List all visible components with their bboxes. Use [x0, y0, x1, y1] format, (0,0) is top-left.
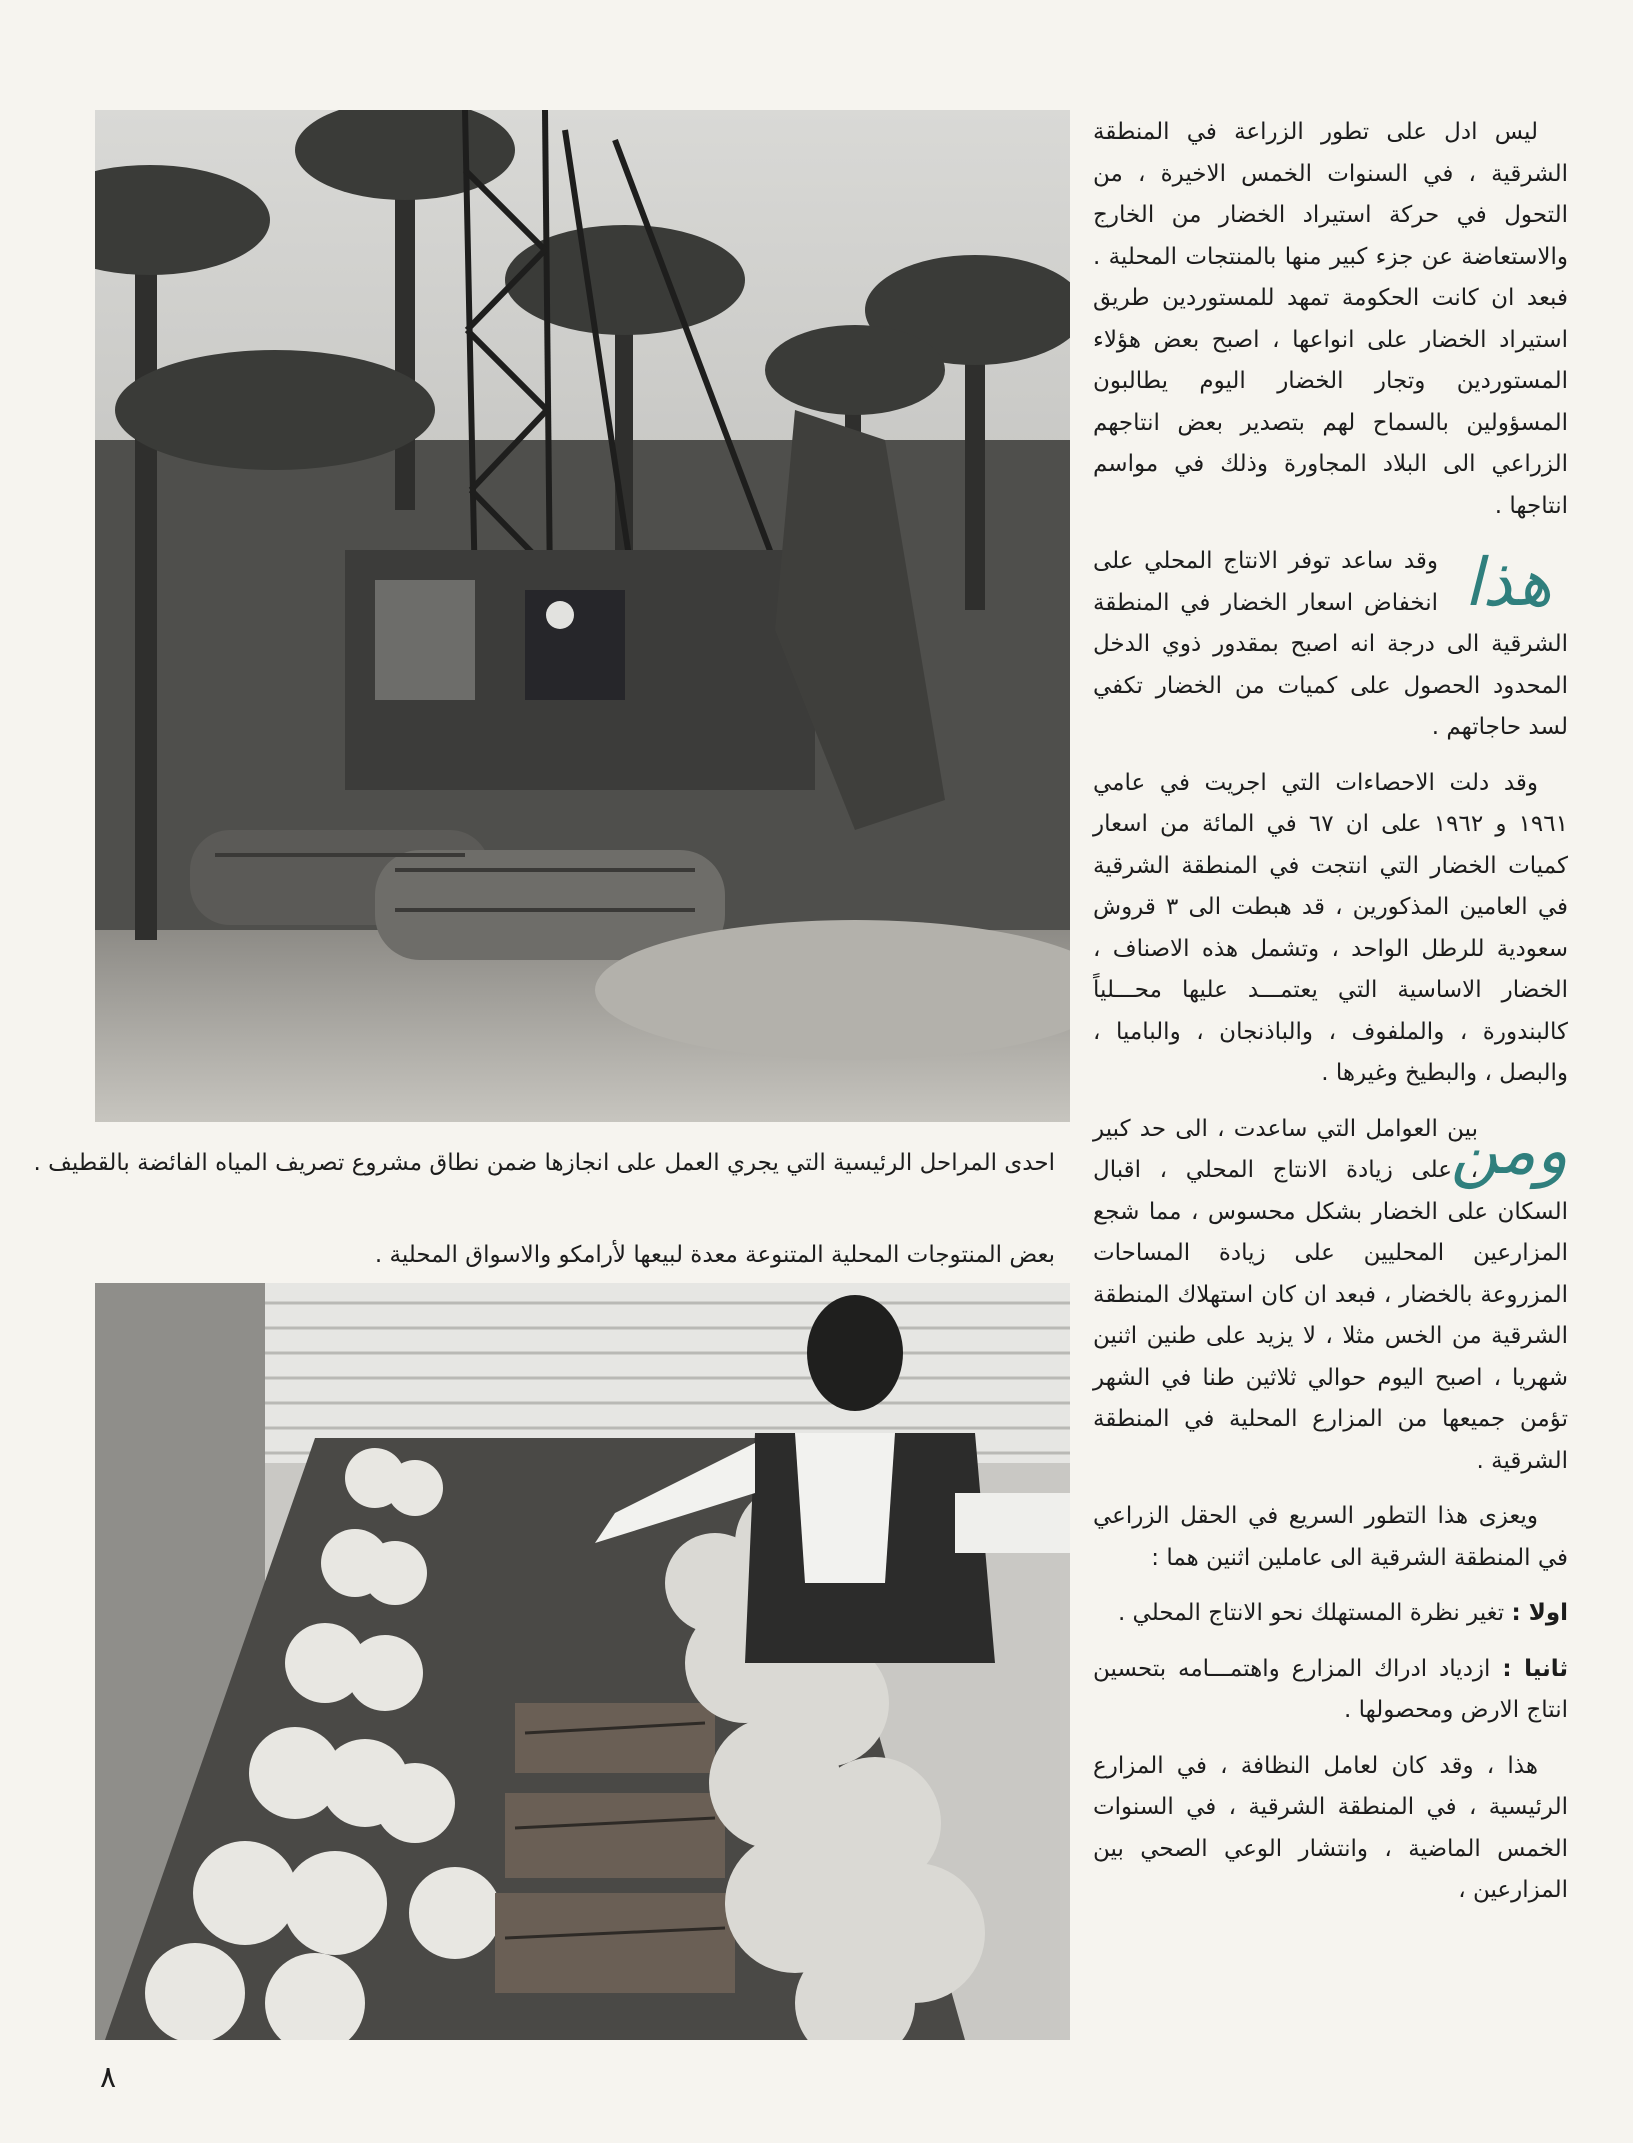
photo-excavator — [95, 110, 1070, 1122]
article-paragraph-3: وقد دلت الاحصاءات التي اجريت في عامي ١٩٦١ و ١٩٦٢ على ان ٦٧ في المائة من اسعار كميات الخضار التي انتجت في المنطقة الشرقية في العامين المذكورين ، قد هبطت الى ٣ قروش سعودية للرطل الواحد ، وتشمل هذه الاصناف ، الخضار الاساسية التي يعتمـــد عليها محـــلياً كالبندورة ، والملفوف ، والباذنجان ، والباميا ، والبصل ، والبطيخ وغيرها . — [1093, 769, 1568, 1086]
point-one-text: تغير نظرة المستهلك نحو الانتاج المحلي . — [1117, 1600, 1505, 1626]
article-paragraph-1: ليس ادل على تطور الزراعة في المنطقة الشرقية ، في السنوات الخمس الاخيرة ، من التحول في حركة استيراد الخضار من الخارج والاستعاضة عن جزء كبير منها بالمنتجات المحلية . فبعد ان كانت الحكومة تمهد للمستوردين طريق استيراد الخضار على انواعها ، اصبح بعض هؤلاء المستوردين وتجار الخضار اليوم يطالبون المسؤولين بالسماح لهم بتصدير بعض انتاجهم الزراعي الى البلاد المجاورة وذلك في مواسم انتاجها . — [1093, 119, 1568, 519]
paragraph-4-text: بين العوامل التي ساعدت ، الى حد كبير ، على زيادة الانتاج المحلي ، اقبال السكان على الخضار بشكل محسوس ، مما شجع المزارعين المحليين على زيادة المساحات المزروعة بالخضار ، فبعد ان كان استهلاك المنطقة الشرقية من الخس مثلا ، لا يزيد على طنين اثنين شهريا ، اصبح اليوم حوالي ثلاثين طنا في الشهر تؤمن جميعها من المزارع المحلية في المنطقة الشرقية . — [1093, 1115, 1568, 1474]
dropcap-hatha: هذا — [1464, 544, 1552, 621]
caption-excavator: احدى المراحل الرئيسية التي يجري العمل على انجازها ضمن نطاق مشروع تصريف المياه الفائضة بالقطيف . — [33, 1150, 1055, 1176]
article-paragraph-4 — [1093, 1109, 1568, 1483]
point-two-label: ثانيا : — [1502, 1655, 1569, 1682]
article-column — [1093, 112, 1568, 2042]
page-number: ٨ — [100, 2060, 117, 2095]
paragraph-2-text: وقد ساعد توفر الانتاج المحلي على انخفاض اسعار الخضار في المنطقة الشرقية الى درجة انه اصبح بمقدور ذوي الدخل المحدود الحصول على كميات من الخضار تكفي لسد حاجاتهم . — [1093, 548, 1568, 740]
article-paragraph-2 — [1093, 541, 1568, 749]
article-paragraph-8: هذا ، وقد كان لعامل النظافة ، في المزارع الرئيسية ، في المنطقة الشرقية ، في السنوات الخمس الماضية ، وانتشار الوعي الصحي بين المزارعين ، — [1093, 1752, 1568, 1903]
dropcap-wamin: ومن — [1450, 1111, 1568, 1189]
vegetables-image — [95, 1283, 1070, 2040]
article-paragraph-5: ويعزى هذا التطور السريع في الحقل الزراعي في المنطقة الشرقية الى عاملين اثنين هما : — [1093, 1503, 1568, 1571]
article-paragraph-6 — [1093, 1593, 1568, 1635]
caption-vegetables: بعض المنتوجات المحلية المتنوعة معدة لبيعها لأرامكو والاسواق المحلية . — [374, 1242, 1055, 1268]
article-paragraph-7 — [1093, 1649, 1568, 1732]
photo-vegetables — [95, 1283, 1070, 2040]
point-two-text: ازدياد ادراك المزارع واهتمـــامه بتحسين انتاج الارض ومحصولها . — [1093, 1655, 1568, 1723]
excavator-image — [95, 110, 1070, 1122]
point-one-label: اولا : — [1511, 1600, 1568, 1626]
